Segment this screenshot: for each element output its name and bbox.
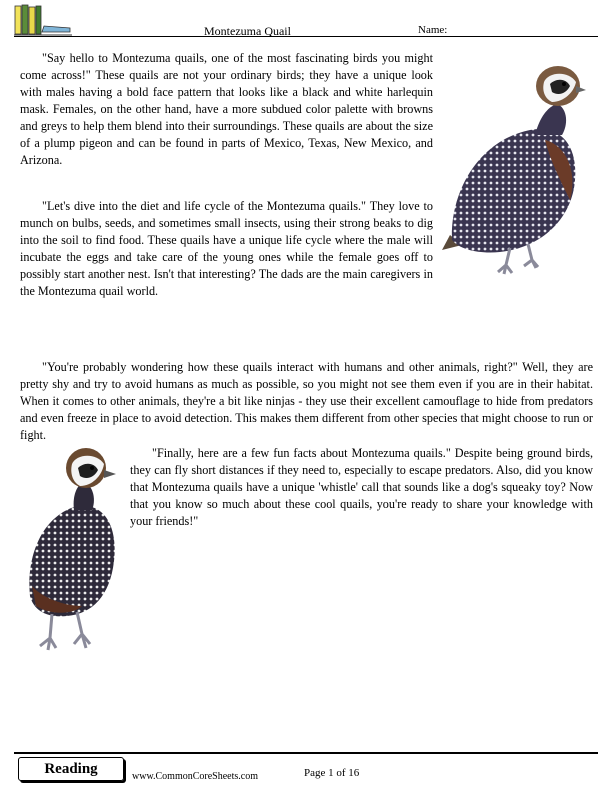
quail-illustration	[22, 446, 122, 662]
subject-badge: Reading	[18, 757, 124, 781]
paragraph-1: "Say hello to Montezuma quails, one of the most fascinating birds you might come across!" These quails are not your ordinary birds; they have a unique look with males having a bold face pattern that looks like a black and white harlequin mask. Females, on the other hand, have a more subdued color palette with browns and greys to help them blend into their surroundings. These quails are about the size of a plump pigeon and can be found in parts of Mexico, Texas, New Mexico, and Arizona.	[20, 51, 433, 167]
quail-illustration	[440, 60, 588, 280]
page-title: Montezuma Quail	[204, 24, 291, 38]
site-url: www.CommonCoreSheets.com	[132, 771, 259, 782]
books-icon	[14, 4, 72, 36]
paragraph-2: "Let's dive into the diet and life cycle of the Montezuma quails." They love to munch on bulbs, seeds, and sometimes small insects, using their strong beaks to dig into the soil to find food. These quails have a unique life cycle where the male will incubate the eggs and take care of the young ones while the female goes off to possibly start another nest. Isn't that interesting? The dads are the main caregivers in the Montezuma quail world.	[20, 199, 433, 298]
name-label: Name:	[418, 24, 448, 36]
page-header	[14, 4, 598, 38]
paragraph-3: "You're probably wondering how these quails interact with humans and other animals, right?" Well, they are pretty shy and try to avoid humans as much as possible, so you might not see them even if you are in their habitat. When it comes to other animals, they're a bit like ninjas - they use their excellent camouflage to hide from predators and even freeze in place to avoid detection. This makes them different from other species that might choose to run or fight.	[20, 360, 593, 442]
footer-divider	[14, 752, 598, 754]
paragraph-4: "Finally, here are a few fun facts about Montezuma quails." Despite being ground birds, they can fly short distances if they need to, especially to escape predators. Also, did you know that Montezuma quails have a unique 'whistle' call that sounds like a dog's squeaky toy? Now that you know so much about these cool quails, you're ready to share your knowledge with your friends!"	[130, 446, 593, 528]
page-number: Page 1 of 16	[304, 767, 360, 779]
header-divider	[14, 36, 598, 37]
